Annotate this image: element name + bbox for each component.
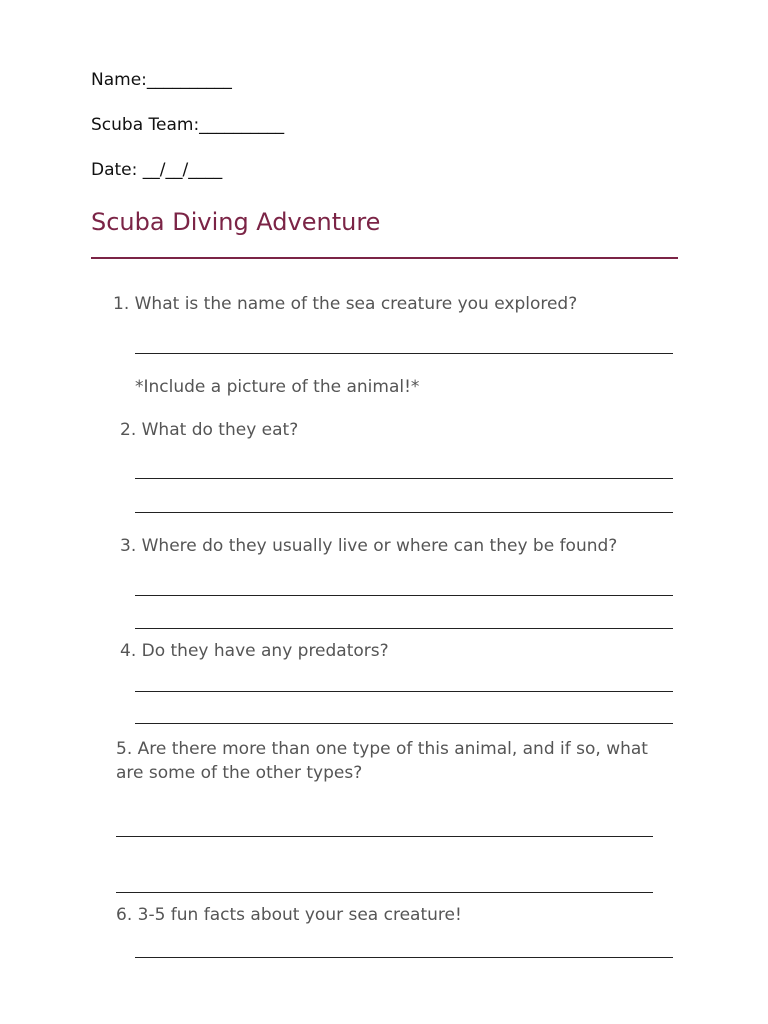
question-4: 4. Do they have any predators?: [120, 641, 389, 661]
scuba-team-field-label: Scuba Team:__________: [91, 115, 285, 135]
answer-line: [135, 628, 673, 629]
answer-line: [135, 478, 673, 479]
date-field-label: Date: __/__/____: [91, 160, 223, 180]
question-6: 6. 3-5 fun facts about your sea creature!: [116, 905, 462, 925]
answer-line: [116, 836, 653, 837]
question-1: 1. What is the name of the sea creature you explored?: [113, 294, 578, 314]
question-3: 3. Where do they usually live or where can they be found?: [120, 536, 618, 556]
answer-line: [135, 691, 673, 692]
answer-line: [116, 892, 653, 893]
title-divider: [91, 257, 678, 259]
answer-line: [135, 723, 673, 724]
answer-line: [135, 595, 673, 596]
question-2: 2. What do they eat?: [120, 420, 299, 440]
answer-line: [135, 512, 673, 513]
question-5: 5. Are there more than one type of this animal, and if so, what are some of the other types?: [116, 739, 648, 783]
worksheet-title: Scuba Diving Adventure: [91, 208, 381, 236]
question-1-note: *Include a picture of the animal!*: [135, 377, 420, 397]
name-field-label: Name:__________: [91, 70, 232, 90]
answer-line: [135, 957, 673, 958]
answer-line: [135, 353, 673, 354]
